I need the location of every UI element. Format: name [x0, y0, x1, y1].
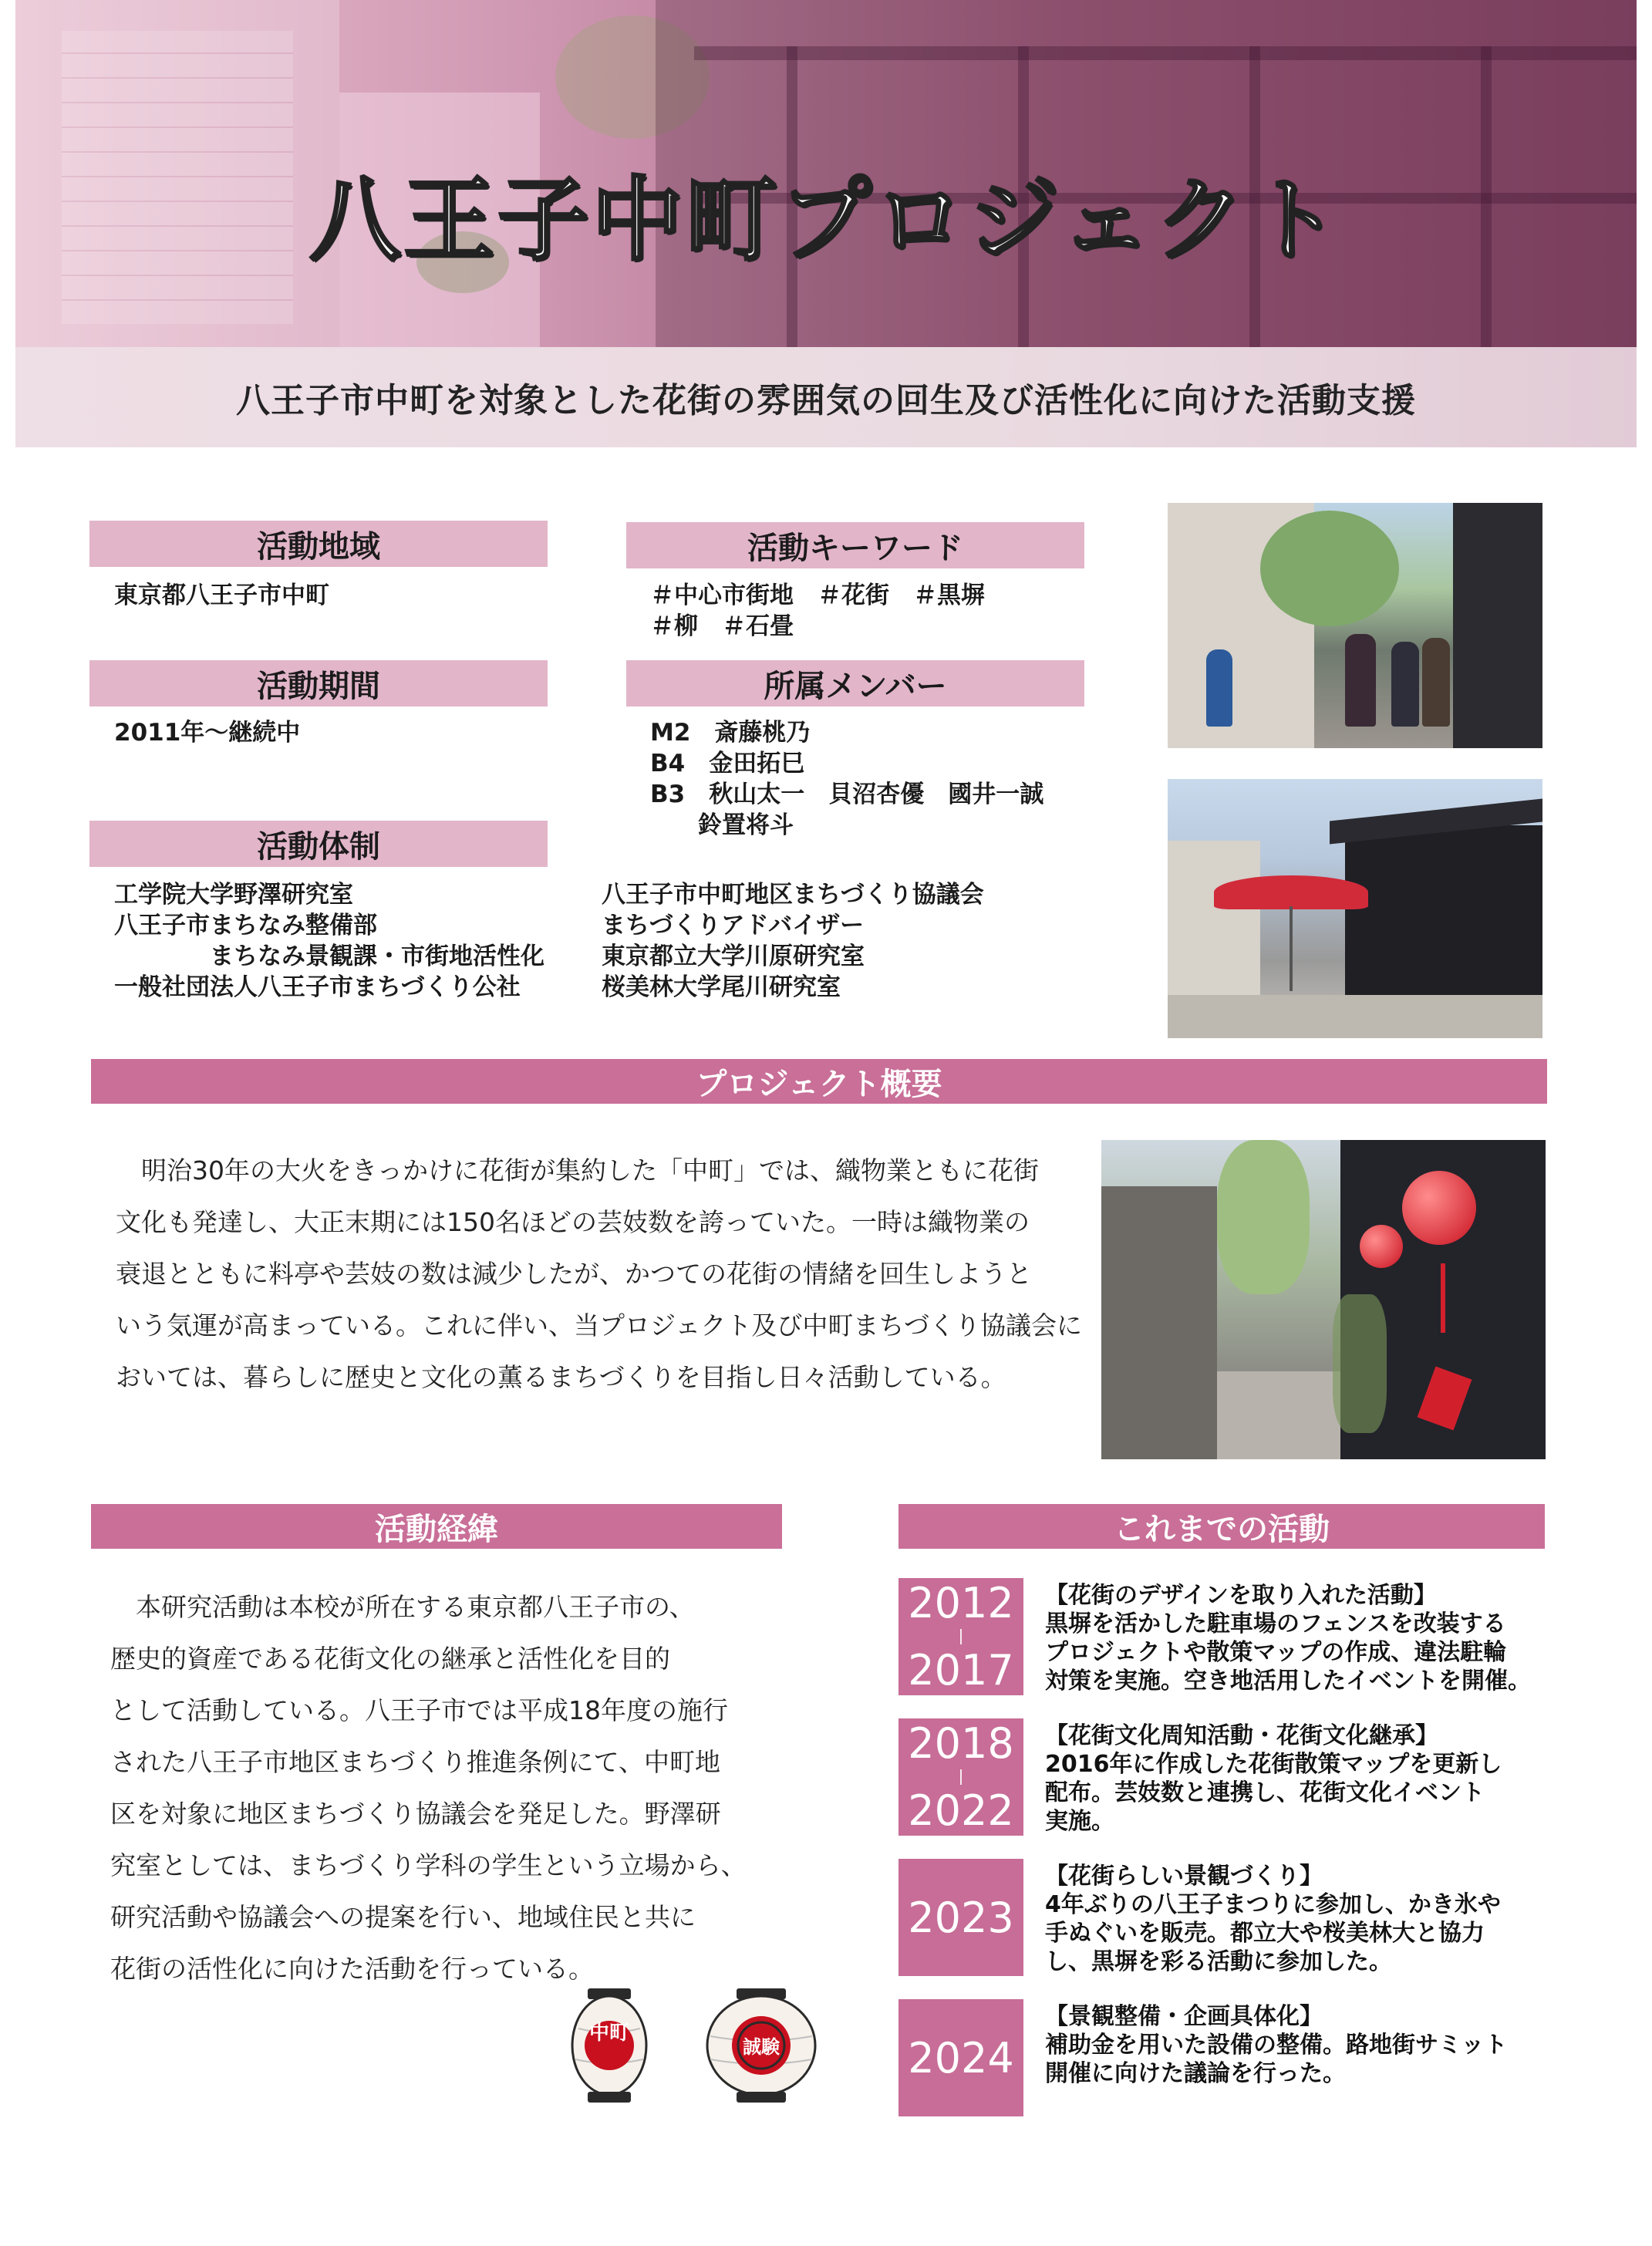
timeline-line: プロジェクトや散策マップの作成、違法駐輪 — [1045, 1639, 1507, 1666]
photo-willow — [1217, 1140, 1310, 1294]
member-line: 鈴置将斗 — [650, 811, 794, 839]
lantern-nakamachi — [572, 1988, 646, 2103]
overview-text — [116, 1145, 1082, 1403]
timeline-title: 【花街らしい景観づくり】 — [1045, 1863, 1323, 1890]
photo-dark-wall — [1453, 503, 1542, 748]
background-line: 本研究活動は本校が所在する東京都八王子市の、 — [110, 1592, 695, 1622]
structure-left-line: 工学院大学野澤研究室 — [114, 881, 353, 909]
lantern-left-text: 中町 — [588, 2022, 630, 2045]
year-start: 2018 — [908, 1719, 1014, 1768]
photo-building — [1101, 1186, 1217, 1459]
timeline-year-2018-2022 — [898, 1718, 1023, 1836]
background-line: された八王子市地区まちづくり推進条例にて、中町地 — [110, 1747, 721, 1777]
structure-right-line: 桜美林大学尾川研究室 — [602, 973, 841, 1001]
lantern-right — [707, 1988, 815, 2103]
timeline-line: し、黒塀を彩る活動に参加した。 — [1045, 1948, 1392, 1975]
timeline-entry-1 — [1045, 1581, 1531, 1695]
structure-left-line: 一般社団法人八王子市まちづくり公社 — [114, 973, 521, 1001]
member-line: B3 秋山太一 貝沼杏優 國井一誠 — [650, 781, 1044, 808]
photo-red-umbrella — [1214, 875, 1368, 909]
structure-left-line: 八王子市まちなみ整備部 — [114, 912, 377, 939]
timeline-entry-3 — [1045, 1862, 1501, 1976]
structure-left — [114, 879, 544, 1003]
photo-black-building — [1345, 825, 1542, 995]
overview-line: 明治30年の大火をきっかけに花街が集約した「中町」では、織物業ともに花街 — [116, 1155, 1039, 1185]
background-text — [110, 1581, 747, 1995]
photo-person — [1422, 638, 1450, 727]
lantern-right-text: 誠験 — [743, 2036, 780, 2058]
region-value: 東京都八王子市中町 — [114, 582, 329, 609]
photo-plants — [1333, 1294, 1387, 1433]
photo-umbrella-pole — [1290, 906, 1293, 991]
header-banner — [15, 0, 1637, 347]
photo-wind-chime — [1402, 1171, 1476, 1245]
lanterns-illustration — [571, 1982, 833, 2113]
background-line: として活動している。八王子市では平成18年度の施行 — [110, 1695, 728, 1725]
timeline-line: 配布。芸妓数と連携し、花街文化イベント — [1045, 1779, 1485, 1806]
timeline-line: 実施。 — [1045, 1808, 1114, 1835]
timeline-line: 4年ぶりの八王子まつりに参加し、かき氷や — [1045, 1891, 1501, 1918]
overview-line: いう気運が高まっている。これに伴い、当プロジェクト及び中町まちづくり協議会に — [116, 1310, 1083, 1341]
timeline-year-2024 — [898, 1999, 1023, 2116]
member-line: B4 金田拓巳 — [650, 750, 805, 777]
photo-wind-chime — [1360, 1225, 1403, 1268]
year-start: 2024 — [908, 2033, 1014, 2082]
structure-right-line: 八王子市中町地区まちづくり協議会 — [602, 881, 984, 909]
subtitle-band — [15, 347, 1637, 447]
timeline-entry-4 — [1045, 2002, 1507, 2088]
page-title: 八王子中町プロジェクト — [309, 167, 1343, 273]
street-photo-1 — [1168, 503, 1542, 748]
background-line: 区を対象に地区まちづくり協議会を発足した。野澤研 — [110, 1799, 721, 1829]
page-subtitle: 八王子市中町を対象とした花街の雰囲気の回生及び活性化に向けた活動支援 — [236, 381, 1416, 420]
period-label: 活動期間 — [89, 660, 548, 707]
timeline-line: 対策を実施。空き地活用したイベントを開催。 — [1045, 1668, 1531, 1695]
timeline-entry-2 — [1045, 1722, 1502, 1836]
timeline-line: 開催に向けた議論を行った。 — [1045, 2060, 1346, 2087]
wind-chime-photo — [1101, 1140, 1546, 1459]
overview-line: 文化も発達し、大正末期には150名ほどの芸妓数を誇っていた。一時は織物業の — [116, 1207, 1030, 1237]
background-line: 花街の活性化に向けた活動を行っている。 — [110, 1954, 594, 1984]
structure-label: 活動体制 — [89, 821, 548, 867]
background-line: 究室としては、まちづくり学科の学生という立場から、 — [110, 1850, 747, 1880]
photo-pavement — [1168, 995, 1542, 1038]
timeline-line: 2016年に作成した花街散策マップを更新し — [1045, 1751, 1502, 1778]
keywords-label: 活動キーワード — [626, 522, 1084, 568]
structure-right — [602, 879, 984, 1003]
year-separator — [960, 1769, 962, 1785]
timeline-line: 補助金を用いた設備の整備。路地街サミット — [1045, 2032, 1508, 2059]
period-value: 2011年～継続中 — [114, 719, 301, 747]
year-start: 2023 — [908, 1893, 1014, 1942]
history-label: これまでの活動 — [898, 1504, 1545, 1549]
photo-pavement — [1217, 1371, 1340, 1459]
photo-person — [1345, 634, 1376, 727]
photo-tree — [1260, 511, 1399, 626]
overview-line: 衰退とともに料亭や芸妓の数は減少したが、かつての花街の情緒を回生しようと — [116, 1259, 1032, 1289]
year-separator — [960, 1629, 962, 1644]
timeline-title: 【花街のデザインを取り入れた活動】 — [1045, 1582, 1437, 1609]
year-start: 2012 — [908, 1579, 1014, 1627]
photo-person — [1391, 642, 1419, 727]
structure-left-line: まちなみ景観課・市街地活性化 — [114, 943, 544, 970]
background-label: 活動経緯 — [91, 1504, 782, 1549]
overview-label: プロジェクト概要 — [91, 1059, 1547, 1104]
timeline-line: 黒塀を活かした駐車場のフェンスを改装する — [1045, 1610, 1506, 1637]
photo-chime-strip — [1441, 1263, 1445, 1333]
photo-person — [1206, 649, 1232, 727]
keywords-list — [650, 580, 985, 642]
region-label: 活動地域 — [89, 521, 548, 567]
structure-right-line: まちづくりアドバイザー — [602, 912, 865, 939]
timeline-title: 【花街文化周知活動・花街文化継承】 — [1045, 1722, 1438, 1749]
timeline-line: 手ぬぐいを販売。都立大や桜美林大と協力 — [1045, 1920, 1485, 1947]
keywords-line: ＃中心市街地 ＃花街 ＃黒塀 — [650, 582, 985, 609]
member-line: M2 斎藤桃乃 — [650, 719, 811, 747]
fence-beam-top — [694, 46, 1637, 60]
timeline-year-2023 — [898, 1859, 1023, 1976]
members-list — [650, 717, 1043, 841]
timeline-year-2012-2017 — [898, 1578, 1023, 1695]
street-photo-2 — [1168, 779, 1542, 1038]
year-end: 2022 — [908, 1786, 1014, 1835]
background-line: 歴史的資産である花街文化の継承と活性化を目的 — [110, 1644, 670, 1674]
keywords-line: ＃柳 ＃石畳 — [650, 612, 794, 640]
background-line: 研究活動や協議会への提案を行い、地域住民と共に — [110, 1902, 696, 1932]
overview-line: おいては、暮らしに歴史と文化の薫るまちづくりを目指し日々活動している。 — [116, 1362, 1006, 1392]
timeline-title: 【景観整備・企画具体化】 — [1045, 2003, 1323, 2030]
year-end: 2017 — [908, 1646, 1014, 1695]
members-label: 所属メンバー — [626, 660, 1084, 707]
photo-wall — [1168, 841, 1260, 995]
structure-right-line: 東京都立大学川原研究室 — [602, 943, 865, 970]
